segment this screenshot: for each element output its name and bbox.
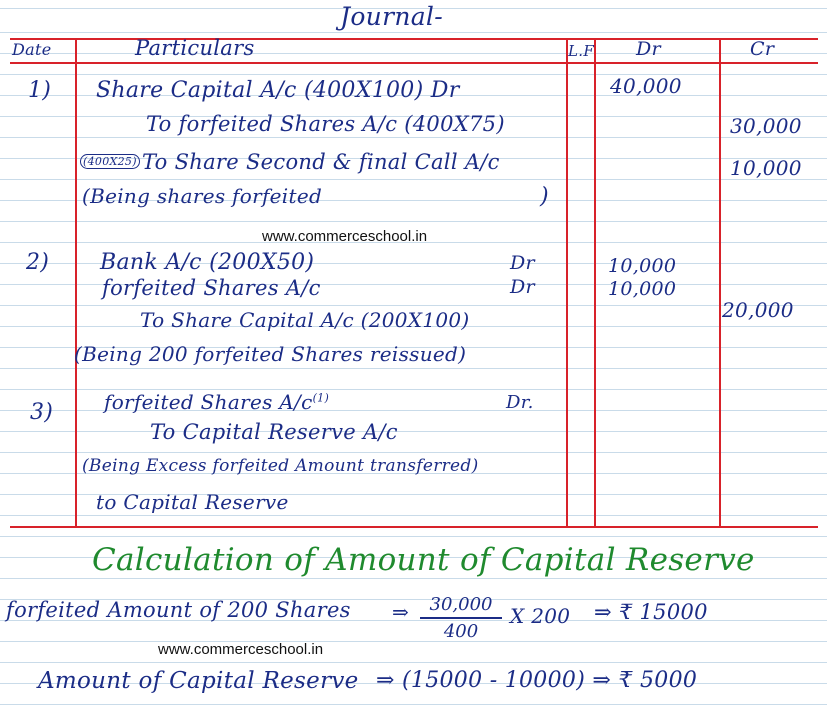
entry-3-dr-label: Dr. bbox=[506, 392, 534, 413]
calc-heading: Calculation of Amount of Capital Reserve bbox=[92, 542, 755, 578]
entry-2-dr-label-2: Dr bbox=[510, 276, 535, 298]
header-particulars: Particulars bbox=[135, 36, 255, 60]
calc-line-2-label: Amount of Capital Reserve bbox=[38, 668, 359, 694]
watermark-top: www.commerceschool.in bbox=[262, 228, 428, 245]
entry-1-narration: (Being shares forfeited bbox=[82, 184, 323, 208]
header-cr: Cr bbox=[750, 38, 775, 60]
entry-1-cr-amount-2: 10,000 bbox=[730, 156, 802, 180]
header-lf: L.F bbox=[568, 42, 595, 60]
entry-3-debit-line bbox=[104, 390, 329, 414]
header-dr: Dr bbox=[636, 38, 661, 60]
entry-3-credit-line: To Capital Reserve A/c bbox=[150, 420, 398, 444]
entry-3-narration-2: to Capital Reserve bbox=[96, 490, 289, 514]
table-bottom-rule bbox=[10, 526, 818, 528]
calc-multiplier: X 200 bbox=[510, 604, 571, 628]
page-title: Journal- bbox=[340, 2, 443, 31]
header-date: Date bbox=[12, 40, 52, 59]
entry-3-number: 3) bbox=[30, 400, 54, 425]
entry-2-debit-line-2: forfeited Shares A/c bbox=[102, 276, 321, 300]
calc-denominator: 400 bbox=[443, 621, 479, 642]
calc-line-2-expression: ⇒ (15000 - 10000) ⇒ ₹ 5000 bbox=[376, 668, 698, 693]
entry-1-credit-line-2: To Share Second & final Call A/c bbox=[142, 150, 500, 174]
entry-2-number: 2) bbox=[26, 250, 50, 275]
dr-column-rule bbox=[719, 38, 721, 528]
entry-1-cr-amount-1: 30,000 bbox=[730, 114, 802, 138]
calc-arrow: ⇒ bbox=[392, 600, 410, 624]
calc-numerator: 30,000 bbox=[429, 594, 493, 615]
entry-2-debit-line-1: Bank A/c (200X50) bbox=[100, 250, 315, 275]
entry-3-narration-1: (Being Excess forfeited Amount transferred) bbox=[82, 456, 479, 476]
entry-2-dr-amount-1: 10,000 bbox=[608, 255, 677, 277]
calc-line-1-result: ⇒ ₹ 15000 bbox=[594, 600, 708, 624]
table-top-rule bbox=[10, 38, 818, 40]
entry-2-cr-amount: 20,000 bbox=[722, 298, 794, 322]
entry-1-dr-amount: 40,000 bbox=[610, 74, 682, 98]
calc-line-1-label: forfeited Amount of 200 Shares bbox=[6, 598, 351, 622]
entry-2-dr-label-1: Dr bbox=[510, 252, 535, 274]
entry-2-dr-amount-2: 10,000 bbox=[608, 278, 677, 300]
entry-2-narration: (Being 200 forfeited Shares reissued) bbox=[74, 342, 467, 366]
header-bottom-rule bbox=[10, 62, 818, 64]
entry-1-debit-line: Share Capital A/c (400X100) Dr bbox=[96, 78, 460, 103]
entry-1-prefix: (400X25) bbox=[80, 154, 140, 169]
entry-1-credit-line-1: To forfeited Shares A/c (400X75) bbox=[146, 112, 505, 136]
fraction-bar bbox=[420, 617, 502, 619]
entry-3-superscript: (1) bbox=[312, 391, 330, 405]
watermark-bottom: www.commerceschool.in bbox=[158, 641, 324, 658]
calc-fraction bbox=[420, 594, 502, 642]
lf-column-rule-left bbox=[566, 38, 568, 528]
lf-column-rule-right bbox=[594, 38, 596, 528]
entry-1-narration-close: ) bbox=[540, 184, 549, 209]
entry-2-credit-line: To Share Capital A/c (200X100) bbox=[140, 308, 470, 332]
date-column-rule bbox=[75, 38, 77, 528]
entry-1-number: 1) bbox=[28, 78, 52, 103]
entry-3-debit-text: forfeited Shares A/c bbox=[104, 390, 313, 414]
